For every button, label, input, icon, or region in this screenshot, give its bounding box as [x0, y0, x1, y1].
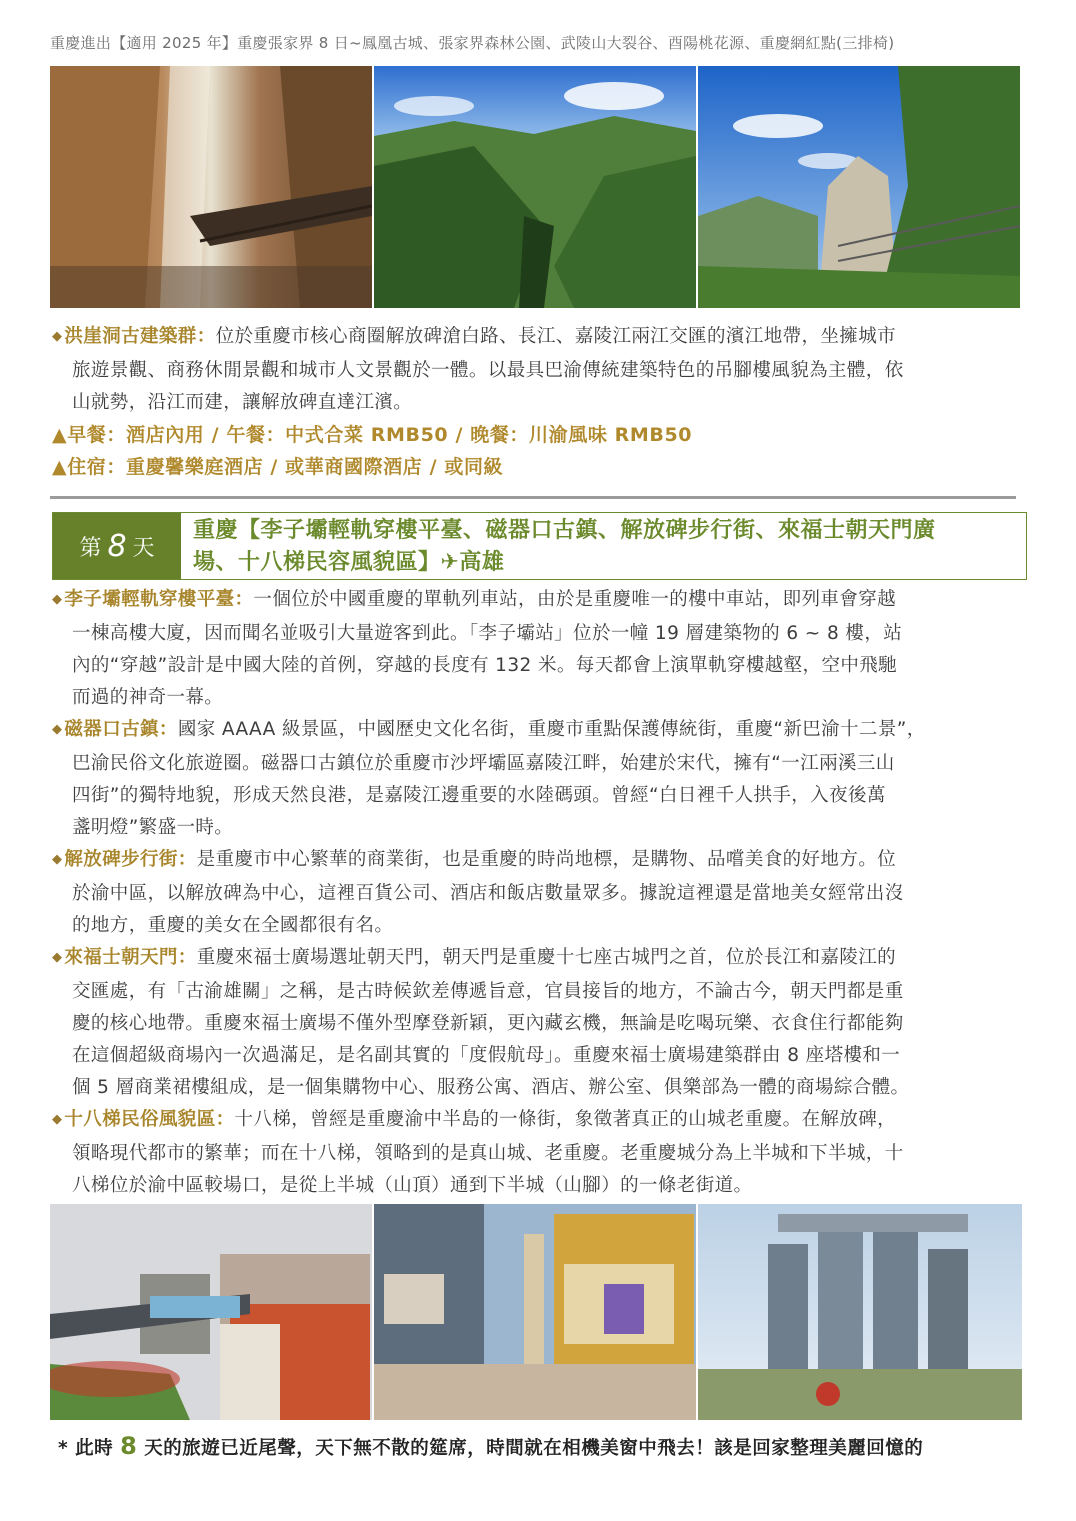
day-title: [181, 513, 1026, 579]
item-line: 慶的核心地帶。重慶來福士廣場不僅外型摩登新穎，更內藏玄機，無論是吃喝玩樂、衣食住行都能夠: [72, 1013, 904, 1034]
photo-raffles-towers: [698, 1204, 1022, 1420]
day-suffix: 天: [132, 535, 155, 561]
hongyadong-section: [52, 321, 1028, 483]
day-label: [53, 513, 181, 579]
item-line: 山就勢，沿江而建，讓解放碑直達江濱。: [72, 392, 413, 413]
item-line: 領略現代都市的繁華；而在十八梯，領略到的是真山城、老重慶。老重慶城分為上半城和下半城，十: [72, 1143, 904, 1164]
item-term: 解放碑步行街：: [64, 849, 197, 870]
item-line: 一棟高樓大廈，因而聞名並吸引大量遊客到此。「李子壩站」位於一幢 19 層建築物的 6 ~ 8 樓，站: [72, 623, 903, 644]
attraction-liziba: [52, 584, 1028, 714]
diamond-bullet-icon: ◆: [52, 722, 63, 737]
item-line: 十八梯，曾經是重慶渝中半島的一條街，象徵著真正的山城老重慶。在解放碑，: [234, 1109, 897, 1130]
item-line: 八梯位於渝中區較場口，是從上半城（山頂）通到下半城（山腳）的一條老街道。: [72, 1175, 753, 1196]
item-term: 洪崖洞古建築群：: [64, 326, 216, 347]
item-line: 巴渝民俗文化旅遊圈。磁器口古鎮位於重慶市沙坪壩區嘉陵江畔，始建於宋代，擁有“一江兩溪三山: [72, 753, 895, 774]
item-line: 於渝中區，以解放碑為中心，這裡百貨公司、酒店和飯店數量眾多。據說這裡還是當地美女經常出沒: [72, 883, 904, 904]
item-line: 一個位於中國重慶的單軌列車站，由於是重慶唯一的樓中車站，即列車會穿越: [253, 589, 897, 610]
item-line: 四街”的獨特地貌，形成天然良港，是嘉陵江邊重要的水陸碼頭。曾經“白日裡千人拱手，入夜後萬: [72, 785, 886, 806]
diamond-bullet-icon: ◆: [52, 592, 63, 607]
item-line: 盞明燈”繁盛一時。: [72, 817, 234, 838]
hongyadong-item: [52, 321, 1028, 419]
day-number: 8: [107, 528, 127, 564]
day-items: [52, 584, 1028, 1202]
diamond-bullet-icon: ◆: [52, 950, 63, 965]
item-line: 國家 AAAA 級景區，中國歷史文化名街，重慶市重點保護傳統街，重慶“新巴渝十二景”，: [177, 719, 926, 740]
day-header: [52, 512, 1027, 580]
attraction-shibati: [52, 1104, 1028, 1202]
bottom-photo-row: [50, 1204, 1022, 1420]
photo-cliff-canyon: [50, 66, 372, 308]
attraction-jiefangbei: [52, 844, 1028, 942]
item-term: 十八梯民俗風貌區：: [64, 1109, 235, 1130]
item-term: 來福士朝天門：: [64, 947, 197, 968]
item-line: 在這個超級商場內一次過滿足，是名副其實的「度假航母」。重慶來福士廣場建築群由 8 座塔樓和一: [72, 1045, 901, 1066]
diamond-bullet-icon: ◆: [52, 1112, 63, 1127]
diamond-bullet-icon: ◆: [52, 852, 63, 867]
item-term: 李子壩輕軌穿樓平臺：: [64, 589, 254, 610]
photo-jiefangbei-square: [374, 1204, 696, 1420]
item-term: 磁器口古鎮：: [64, 719, 178, 740]
photo-monorail-building: [50, 1204, 372, 1420]
closing-note-prefix: * 此時: [58, 1438, 121, 1459]
day-title-line: 重慶【李子壩輕軌穿樓平臺、磁器口古鎮、解放碑步行街、來福士朝天門廣: [193, 518, 936, 543]
photo-suspension-bridge: [698, 66, 1020, 308]
attraction-ciqikou: [52, 714, 1028, 844]
attraction-raffles: [52, 942, 1028, 1104]
item-line: 內的“穿越”設計是中國大陸的首例，穿越的長度有 132 米。每天都會上演單軌穿樓越壑，空中飛馳: [72, 655, 898, 676]
day-title-line: 場、十八梯民容風貌區】✈高雄: [193, 550, 505, 575]
item-line: 旅遊景觀、商務休閒景觀和城市人文景觀於一體。以最具巴渝傳統建築特色的吊腳樓風貌為主體，依: [72, 360, 904, 381]
diamond-bullet-icon: ◆: [52, 329, 63, 344]
accommodation-line: ▲住宿：重慶馨樂庭酒店 / 或華商國際酒店 / 或同級: [52, 456, 504, 478]
document-header: 重慶進出【適用 2025 年】重慶張家界 8 日~鳳凰古城、張家界森林公園、武陵山大裂谷、酉陽桃花源、重慶網紅點(三排椅): [50, 34, 895, 52]
item-line: 的地方，重慶的美女在全國都很有名。: [72, 915, 394, 936]
meals-line: ▲早餐：酒店內用 / 午餐：中式合菜 RMB50 / 晚餐：川渝風味 RMB50: [52, 424, 693, 446]
item-line: 而過的神奇一幕。: [72, 687, 224, 708]
item-line: 個 5 層商業裙樓組成，是一個集購物中心、服務公寓、酒店、辦公室、俱樂部為一體的商場綜合體。: [72, 1077, 910, 1098]
item-line: 位於重慶市核心商圈解放碑滄白路、長江、嘉陵江兩江交匯的濱江地帶，坐擁城市: [215, 326, 897, 347]
section-divider: [50, 496, 1016, 499]
closing-note: [58, 1432, 1038, 1460]
item-line: 是重慶市中心繁華的商業街，也是重慶的時尚地標，是購物、品嚐美食的好地方。位: [196, 849, 897, 870]
top-photo-row: [50, 66, 1020, 308]
item-line: 重慶來福士廣場選址朝天門，朝天門是重慶十七座古城門之首，位於長江和嘉陵江的: [196, 947, 897, 968]
item-line: 交匯處，有「古渝雄關」之稱，是古時候欽差傳遞旨意，官員接旨的地方，不論古今，朝天門都是重: [72, 981, 904, 1002]
closing-note-text: 天的旅遊已近尾聲，天下無不散的筵席，時間就在相機美窗中飛去！該是回家整理美麗回憶的: [137, 1438, 924, 1459]
photo-mountain-valley: [374, 66, 696, 308]
closing-note-number: 8: [120, 1432, 138, 1460]
day-prefix: 第: [79, 535, 102, 561]
